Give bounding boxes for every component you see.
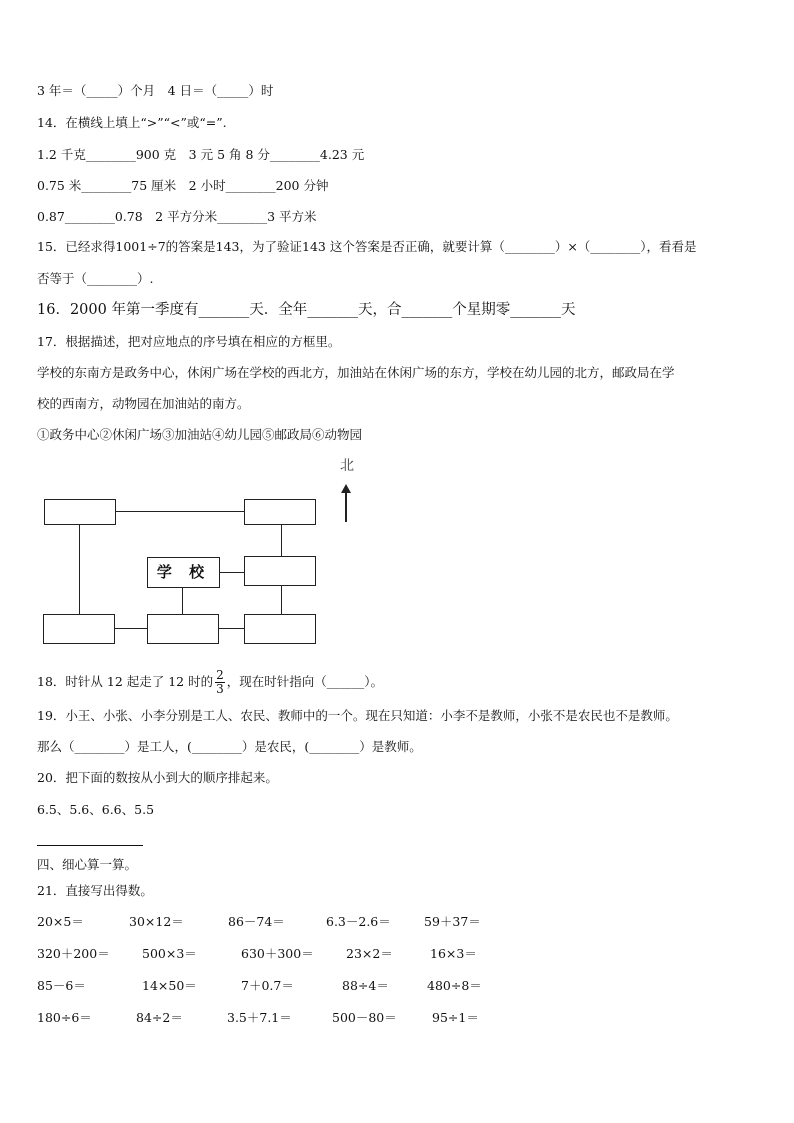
north-arrow-shaft [345, 492, 347, 522]
calc-row [37, 945, 774, 963]
answer-box-top-left[interactable] [44, 499, 116, 525]
line-top [116, 511, 244, 512]
question-19-line-2: 那么（________）是工人，(________）是农民，(________）是教师。 [37, 739, 422, 754]
q14-row-2: 0.75 米________75 厘米 2 小时________200 分钟 [37, 178, 329, 193]
line-bottom-left [115, 628, 147, 629]
calc-item: 59＋37＝ [424, 914, 481, 929]
question-21: 21．直接写出得数。 [37, 883, 153, 898]
line-school-south [182, 588, 183, 614]
question-20-numbers: 6.5、5.6、6.6、5.5 [37, 802, 155, 817]
answer-box-bottom-middle[interactable] [147, 614, 219, 644]
calc-item: 95÷1＝ [432, 1010, 479, 1025]
question-17-options: ①政务中心②休闲广场③加油站④幼儿园⑤邮政局⑥动物园 [37, 427, 363, 442]
calc-item: 480÷8＝ [427, 978, 482, 993]
calc-item: 88÷4＝ [342, 978, 389, 993]
calc-item: 500－80＝ [332, 1010, 397, 1025]
calc-item: 7＋0.7＝ [241, 978, 294, 993]
calc-item: 16×3＝ [430, 946, 477, 961]
calc-row [37, 977, 774, 995]
question-15-line-2: 否等于（________）. [37, 271, 154, 286]
line-right-lower [281, 585, 282, 614]
fraction [215, 669, 225, 696]
section-4-heading: 四、细心算一算。 [37, 857, 138, 872]
calc-item: 320＋200＝ [37, 946, 110, 961]
question-17-desc-1: 学校的东南方是政务中心，休闲广场在学校的西北方，加油站在休闲广场的东方，学校在幼儿园的北方，邮政局在学 [37, 365, 675, 380]
fraction-numerator: 2 [216, 668, 224, 682]
calc-item: 20×5＝ [37, 914, 84, 929]
q18-prefix: 18．时针从 12 起走了 12 时的 [37, 674, 214, 689]
question-18 [37, 669, 383, 696]
calc-item: 3.5＋7.1＝ [227, 1010, 292, 1025]
line-left [79, 525, 80, 614]
calc-row [37, 913, 774, 931]
q14-row-3: 0.87________0.78 2 平方分米________3 平方米 [37, 209, 317, 224]
calc-item: 86－74＝ [228, 914, 285, 929]
calc-item: 23×2＝ [346, 946, 393, 961]
north-label: 北 [340, 458, 354, 474]
calc-item: 85－6＝ [37, 978, 86, 993]
answer-box-bottom-right[interactable] [244, 614, 316, 644]
school-box: 学 校 [147, 557, 220, 588]
question-14: 14．在横线上填上“>”“<”或“=”. [37, 115, 227, 130]
calc-row [37, 1009, 774, 1027]
calc-item: 30×12＝ [129, 914, 184, 929]
question-19-line-1: 19．小王、小张、小李分别是工人、农民、教师中的一个。现在只知道：小李不是教师，小张不是农民也不是教师。 [37, 708, 678, 723]
line-school-east [220, 572, 244, 573]
unit-conversion-line: 3 年＝（_____）个月 4 日＝（_____）时 [37, 83, 274, 98]
question-16: 16．2000 年第一季度有_______天．全年_______天，合_______个星期零_______天 [37, 302, 576, 318]
calc-item: 630＋300＝ [241, 946, 314, 961]
question-17: 17．根据描述，把对应地点的序号填在相应的方框里。 [37, 334, 341, 349]
q14-row-1: 1.2 千克________900 克 3 元 5 角 8 分________4.23 元 [37, 147, 365, 162]
calc-item: 180÷6＝ [37, 1010, 92, 1025]
answer-box-bottom-left[interactable] [43, 614, 115, 644]
fraction-denominator: 3 [216, 682, 224, 696]
calc-item: 500×3＝ [142, 946, 197, 961]
question-15-line-1: 15．已经求得1001÷7的答案是143，为了验证143 这个答案是否正确，就要计算（________）×（________），看看是 [37, 239, 697, 254]
answer-box-middle-right[interactable] [244, 556, 316, 586]
calc-item: 84÷2＝ [136, 1010, 183, 1025]
section-divider [37, 845, 143, 846]
calc-item: 6.3－2.6＝ [326, 914, 391, 929]
line-bottom-right [219, 628, 244, 629]
question-20: 20．把下面的数按从小到大的顺序排起来。 [37, 770, 278, 785]
question-17-desc-2: 校的西南方，动物园在加油站的南方。 [37, 396, 250, 411]
q18-suffix: ，现在时针指向（______）。 [226, 674, 384, 689]
answer-box-top-right[interactable] [244, 499, 316, 525]
line-right-upper [281, 525, 282, 556]
calc-item: 14×50＝ [142, 978, 197, 993]
